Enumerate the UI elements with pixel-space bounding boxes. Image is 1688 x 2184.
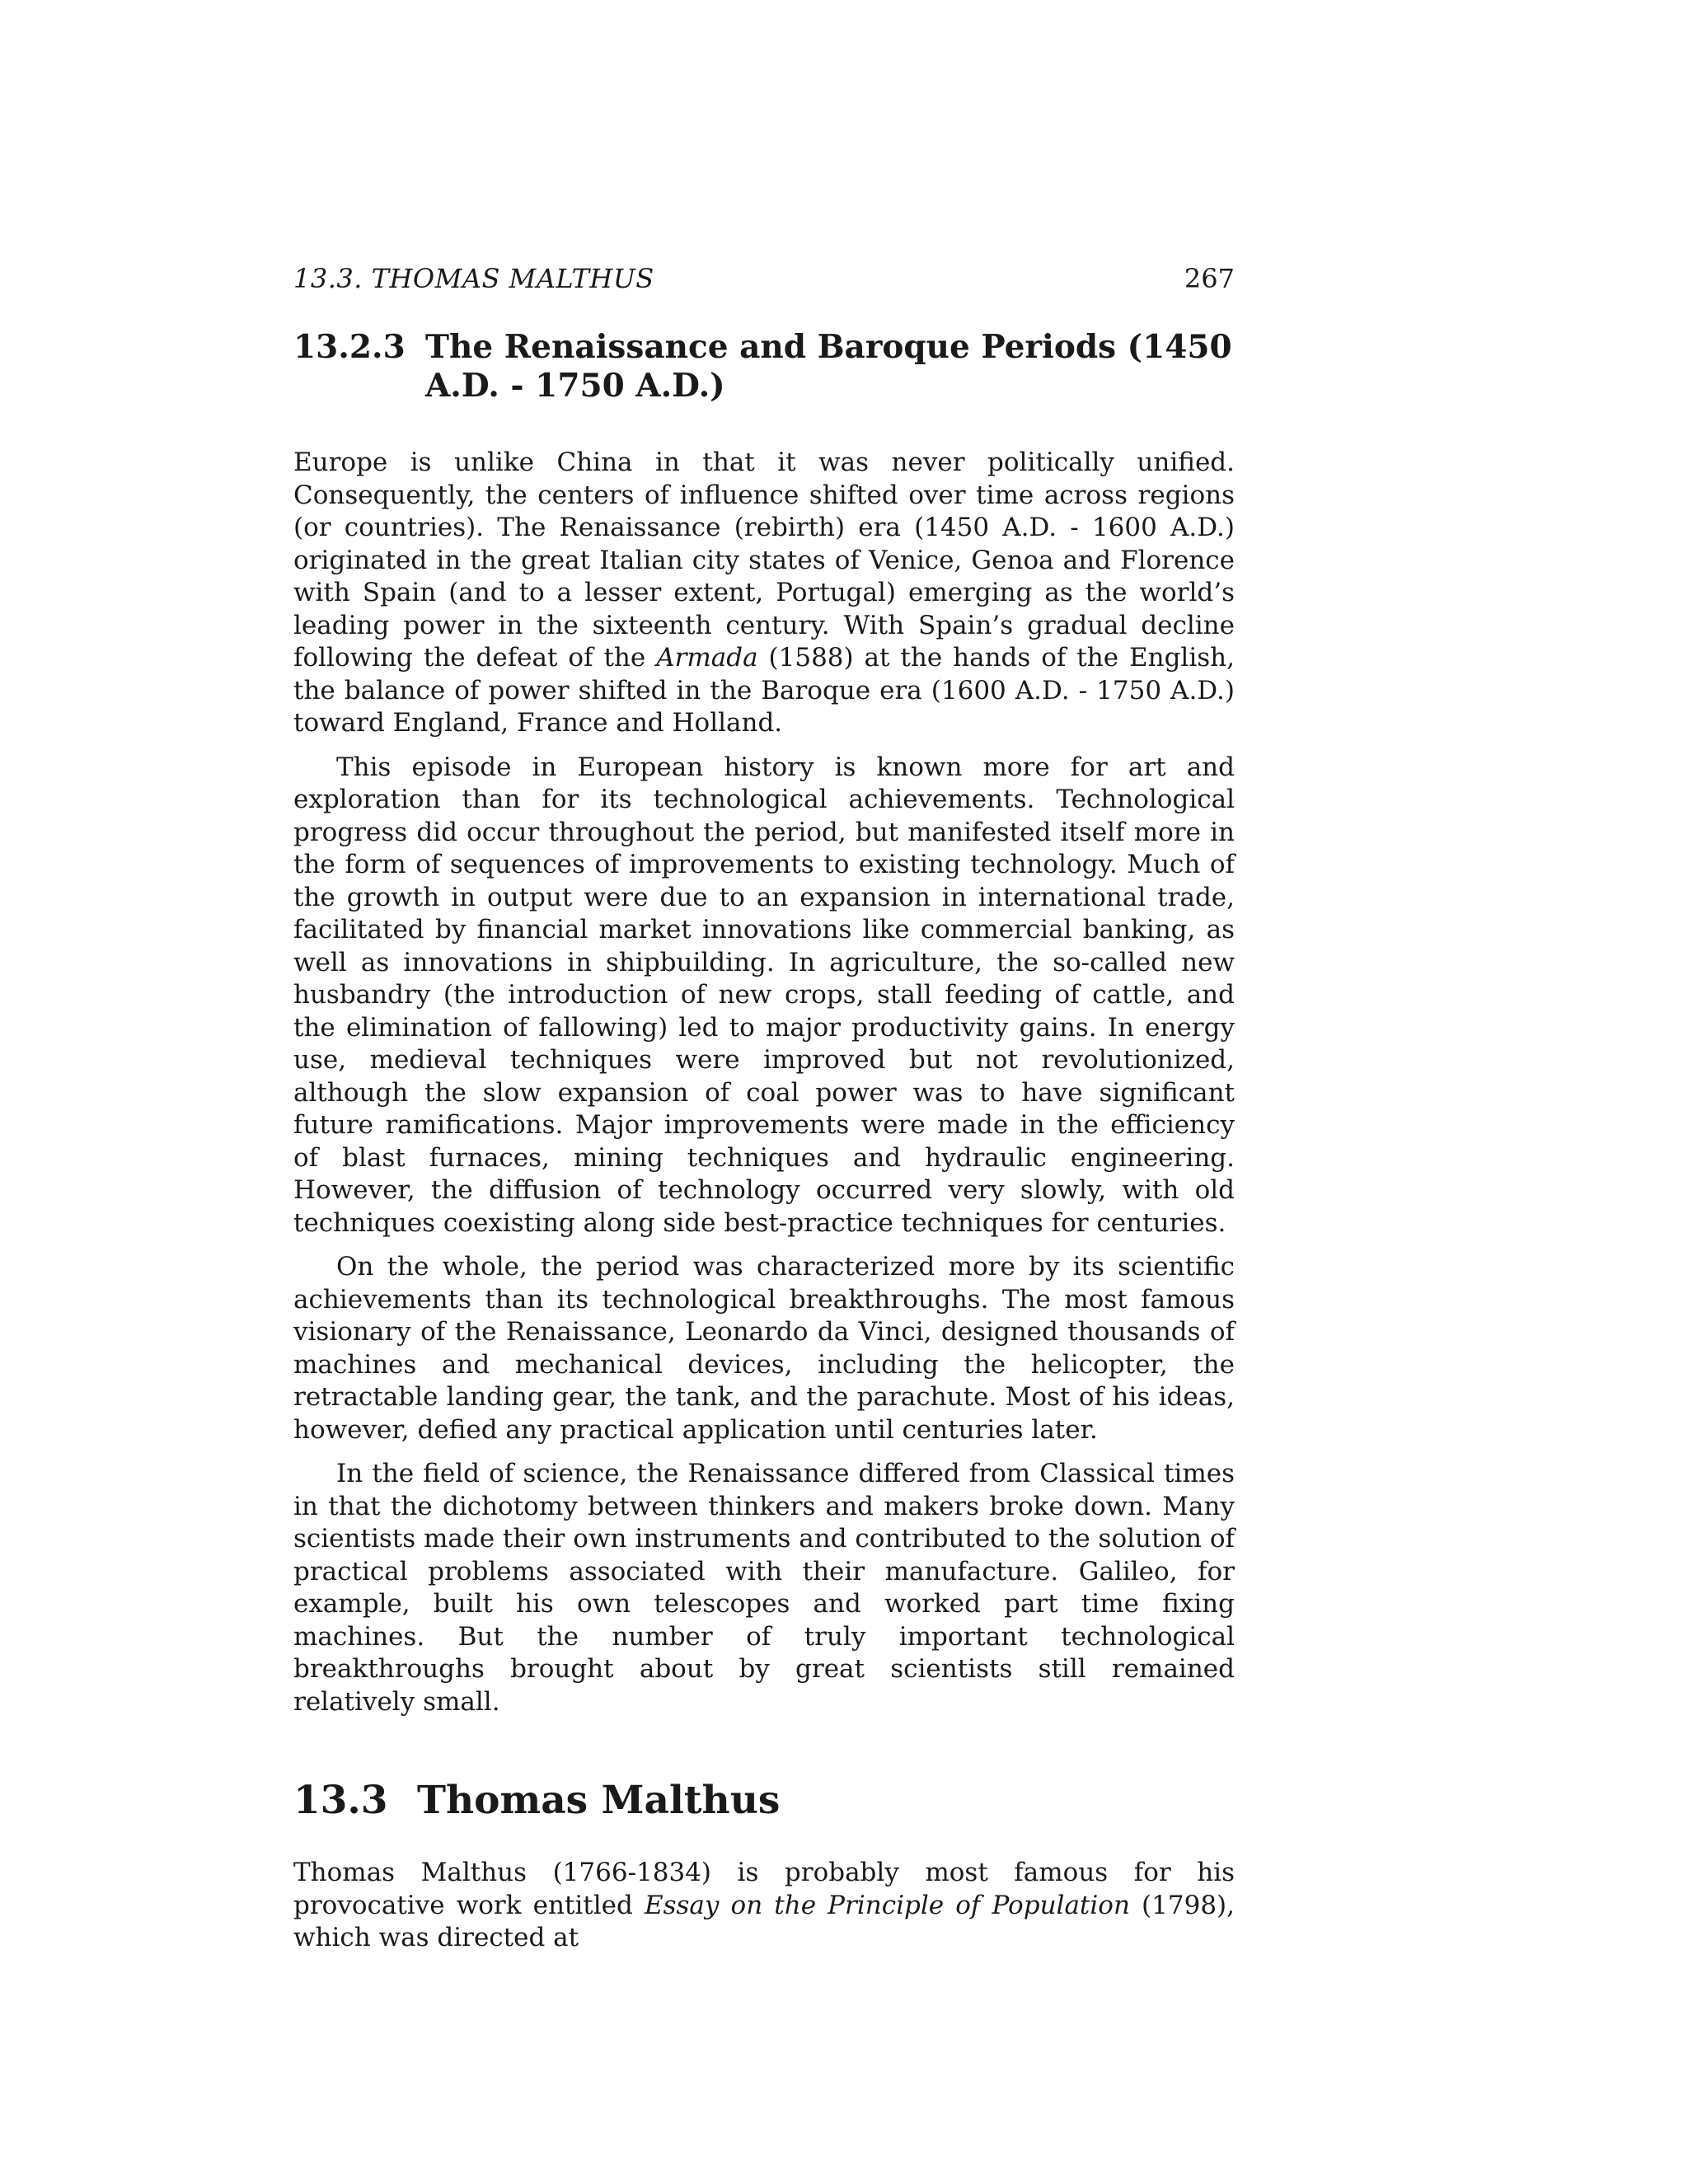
subsection-number: 13.2.3 (293, 328, 406, 366)
subsection-heading (293, 328, 1235, 405)
section-paragraph-emphasis: Essay on the Principle of Population (644, 1890, 1130, 1920)
paragraph-1-emphasis: Armada (656, 643, 758, 673)
section-heading (293, 1778, 1235, 1824)
section-paragraph-text-b: (1798), which was directed at (293, 1890, 1235, 1952)
paragraph-1 (293, 447, 1235, 740)
paragraph-1-text-b: (1588) at the hands of the English, the balance of power shifted in the Baroque era (1600 A.D. - 1750 A.D.) toward England, France and Holland. (293, 643, 1235, 738)
paragraph-4: In the field of science, the Renaissance differed from Classical times in that the dichotomy between thinkers and makers broke down. Many scientists made their own instruments and contributed to the solution of practical problems associated with their manufacture. Galileo, for example, built his own telescopes and worked part time fixing machines. But the number of truly important technological breakthroughs brought about by great scientists still remained relatively small. (293, 1459, 1235, 1717)
section-title: Thomas Malthus (417, 1778, 781, 1823)
running-head (293, 262, 1235, 295)
section-number: 13.3 (293, 1778, 388, 1823)
paragraph-3: On the whole, the period was characterized more by its scientific achievements than its technological breakthroughs. The most famous visionary of the Renaissance, Leonardo da Vinci, designed thousands of machines and mechanical devices, including the helicopter, the retractable landing gear, the tank, and the parachute. Most of his ideas, however, defied any practical application until centuries later. (293, 1252, 1235, 1445)
section-paragraph (293, 1857, 1235, 1955)
paragraph-1-text-a: Europe is unlike China in that it was never politically unified. Consequently, the centers of influence shifted over time across regions (or countries). The Renaissance (rebirth) era (1450 A.D. - 1600 A.D.) originated in the great Italian city states of Venice, Genoa and Florence with Spain (and to a lesser extent, Portugal) emerging as the world’s leading power in the sixteenth century. With Spain’s gradual decline following the defeat of the (293, 448, 1235, 673)
book-page (293, 262, 1235, 1955)
subsection-title: The Renaissance and Baroque Periods (1450 A.D. - 1750 A.D.) (425, 328, 1232, 405)
section-paragraph-text-a: Thomas Malthus (1766-1834) is probably most famous for his provocative work entitled (293, 1858, 1235, 1920)
paragraph-2: This episode in European history is known more for art and exploration than for its technological achievements. Technological progress did occur throughout the period, but manifested itself more in the form of sequences of improvements to existing technology. Much of the growth in output were due to an expansion in international trade, facilitated by financial market innovations like commercial banking, as well as innovations in shipbuilding. In agriculture, the so-called new husbandry (the introduction of new crops, stall feeding of cattle, and the elimination of fallowing) led to major productivity gains. In energy use, medieval techniques were improved but not revolutionized, although the slow expansion of coal power was to have significant future ramifications. Major improvements were made in the efficiency of blast furnaces, mining techniques and hydraulic engineering. However, the diffusion of technology occurred very slowly, with old techniques coexisting along side best-practice techniques for centuries. (293, 752, 1235, 1238)
running-head-title: 13.3. THOMAS MALTHUS (293, 263, 654, 294)
page-number: 267 (1184, 263, 1235, 294)
